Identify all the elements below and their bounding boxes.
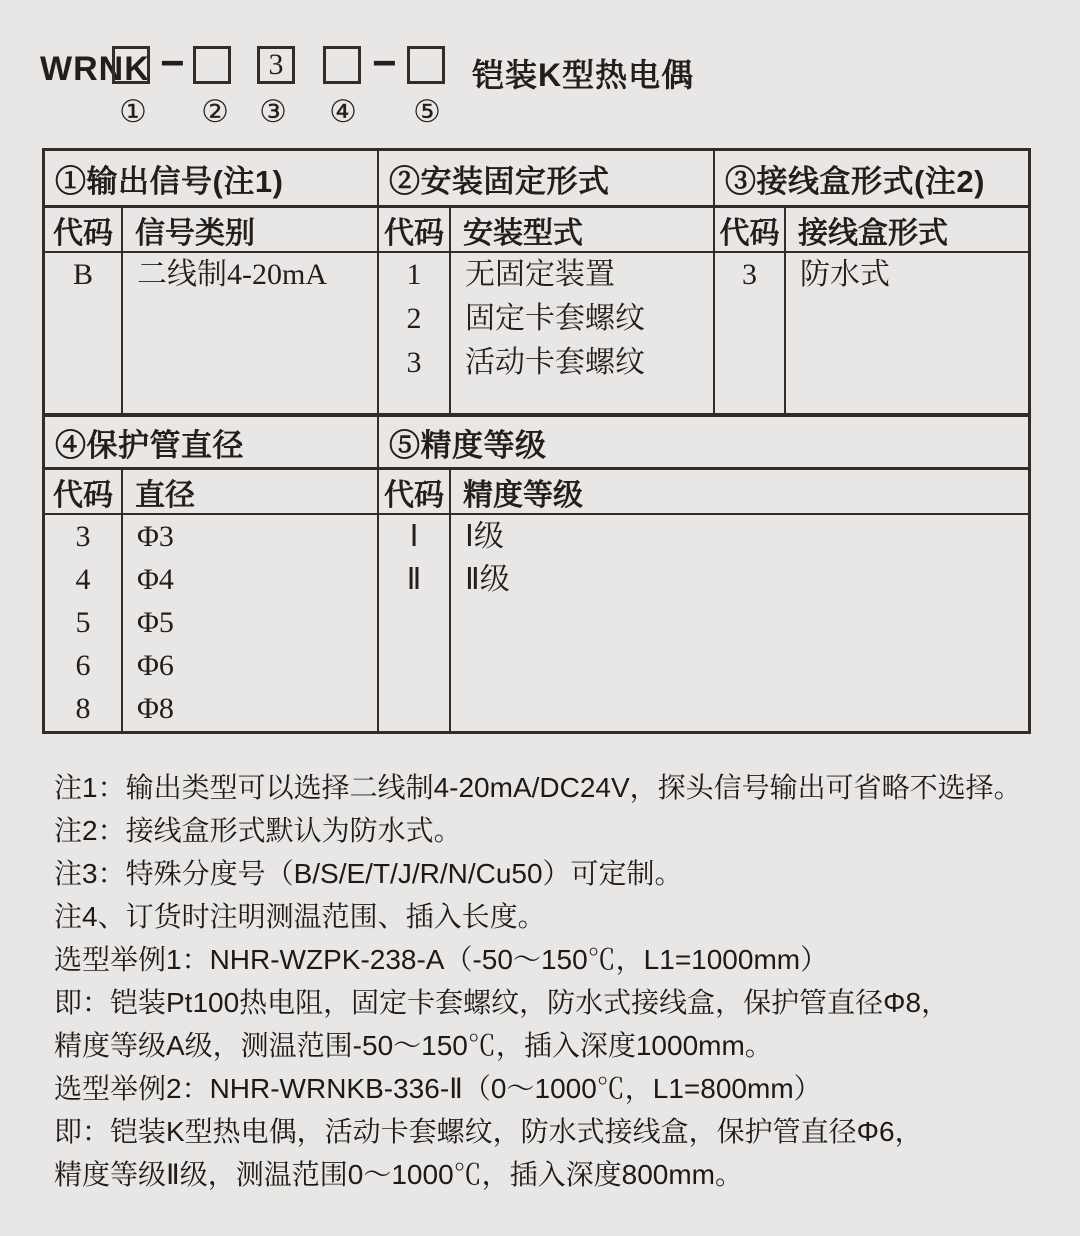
model-box-1: [112, 46, 150, 84]
dash-separator: −: [372, 39, 397, 86]
accuracy-value: Ⅱ级: [465, 563, 510, 596]
diameter-value: Φ3: [137, 520, 174, 553]
note-2: 注2：接线盒形式默认为防水式。: [54, 815, 462, 846]
model-box-5: [407, 46, 445, 84]
model-box-2: [193, 46, 231, 84]
diameter-code: 4: [75, 563, 91, 596]
example-1-title: 选型举例1：NHR-WZPK-238-A（-50～150℃，L1=1000mm）: [54, 944, 829, 975]
column-header-accuracy: 精度等级: [449, 467, 1028, 513]
table-lower: [45, 413, 1028, 731]
mount-code: 3: [406, 346, 422, 379]
mount-value: 固定卡套螺纹: [465, 302, 645, 335]
column-header-junction-box: 接线盒形式: [784, 205, 1028, 251]
diameter-codes-cell: [45, 513, 121, 731]
dash-separator: −: [160, 39, 185, 86]
diameter-code: 5: [75, 606, 91, 639]
mount-value: 活动卡套螺纹: [465, 346, 645, 379]
mount-code: 1: [406, 258, 422, 291]
mount-value: 无固定装置: [465, 258, 615, 291]
signal-code-cell: B: [45, 251, 121, 413]
diameter-value: Φ4: [137, 563, 174, 596]
position-label-1: ①: [119, 94, 147, 129]
example-2-title: 选型举例2：NHR-WRNKB-336-Ⅱ（0～1000℃，L1=800mm）: [54, 1073, 822, 1104]
position-label-4: ④: [329, 94, 357, 129]
column-header-code: 代码: [45, 205, 121, 251]
section3-title: ③接线盒形式(注2): [713, 151, 1028, 205]
column-header-code: 代码: [45, 467, 121, 513]
accuracy-code: Ⅰ: [409, 520, 419, 553]
column-header-code: 代码: [377, 467, 449, 513]
accuracy-values-cell: [449, 513, 1028, 731]
diameter-value: Φ5: [137, 606, 174, 639]
example-1-desc-line-1: 即：铠装Pt100热电阻，固定卡套螺纹，防水式接线盒，保护管直径Φ8，: [54, 987, 950, 1018]
note-1: 注1：输出类型可以选择二线制4-20mA/DC24V，探头信号输出可省略不选择。: [54, 772, 1022, 803]
selection-table: [42, 148, 1031, 734]
section2-title: ②安装固定形式: [377, 151, 713, 205]
diameter-value: Φ8: [137, 692, 174, 725]
accuracy-codes-cell: [377, 513, 449, 731]
model-box-4: [323, 46, 361, 84]
product-name-label: 铠装K型热电偶: [472, 57, 695, 93]
signal-value-cell: 二线制4-20mA: [121, 251, 377, 413]
accuracy-value: Ⅰ级: [465, 520, 504, 553]
section4-title: ④保护管直径: [55, 427, 244, 463]
diameter-code: 8: [75, 692, 91, 725]
column-header-code: 代码: [713, 205, 784, 251]
example-1-desc-line-2: 精度等级A级，测温范围-50～150℃，插入深度1000mm。: [54, 1030, 773, 1061]
position-label-2: ②: [201, 94, 229, 129]
mount-codes-cell: [377, 251, 449, 413]
accuracy-code: Ⅱ: [406, 563, 422, 596]
model-code-diagram: [0, 0, 1080, 148]
column-header-signal-type: 信号类别: [121, 205, 377, 251]
position-label-5: ⑤: [413, 94, 441, 129]
position-label-3: ③: [259, 94, 287, 129]
model-prefix: WRNK: [40, 50, 150, 88]
column-header-code: 代码: [377, 205, 449, 251]
table-upper: [45, 151, 1028, 413]
diameter-values-cell: [121, 513, 377, 731]
column-header-diameter: 直径: [121, 467, 377, 513]
junction-box-value-cell: 防水式: [784, 251, 1028, 413]
model-box-3: 3: [257, 46, 295, 84]
mount-values-cell: [449, 251, 713, 413]
note-3: 注3：特殊分度号（B/S/E/T/J/R/N/Cu50）可定制。: [54, 858, 683, 889]
example-2-desc-line-2: 精度等级Ⅱ级，测温范围0～1000℃，插入深度800mm。: [54, 1159, 744, 1190]
section5-title: ⑤精度等级: [377, 417, 1028, 467]
diameter-code: 3: [75, 520, 91, 553]
junction-box-code-cell: 3: [713, 251, 784, 413]
notes-block: [54, 766, 1054, 1196]
mount-code: 2: [406, 302, 422, 335]
diameter-value: Φ6: [137, 649, 174, 682]
column-header-mount-type: 安装型式: [449, 205, 713, 251]
note-4: 注4、订货时注明测温范围、插入长度。: [54, 901, 546, 932]
example-2-desc-line-1: 即：铠装K型热电偶，活动卡套螺纹，防水式接线盒，保护管直径Φ6，: [54, 1116, 923, 1147]
diameter-code: 6: [75, 649, 91, 682]
section1-title: ①输出信号(注1): [55, 163, 284, 199]
